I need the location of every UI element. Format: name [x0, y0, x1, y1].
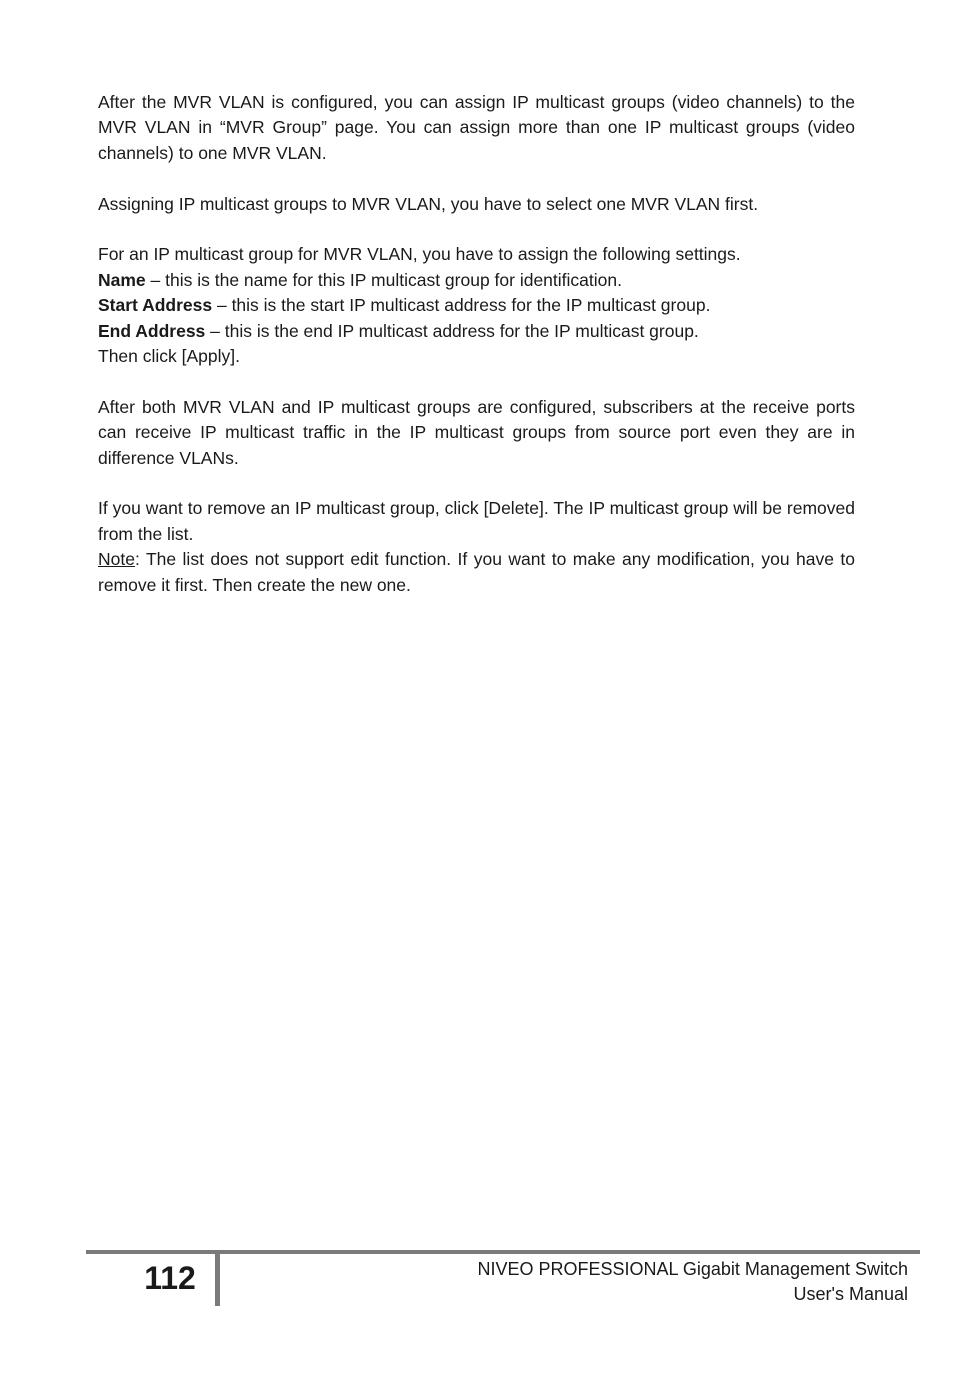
paragraph-select-vlan: Assigning IP multicast groups to MVR VLAN, you have to select one MVR VLAN first. — [98, 193, 759, 214]
setting-end-term: End Address — [98, 320, 206, 341]
setting-name — [98, 268, 855, 293]
setting-end-address — [98, 319, 855, 344]
setting-end-desc: – this is the end IP multicast address for the IP multicast group. — [205, 320, 699, 341]
setting-start-desc: – this is the start IP multicast address for the IP multicast group. — [212, 295, 711, 316]
setting-start-term: Start Address — [98, 295, 213, 316]
paragraph-delete: If you want to remove an IP multicast group, click [Delete]. The IP multicast group will be removed from the list. — [98, 498, 855, 544]
setting-start-address — [98, 293, 855, 318]
settings-list — [98, 242, 855, 369]
footer-title-line1: NIVEO PROFESSIONAL Gigabit Management Switch — [477, 1259, 908, 1279]
page-number: 112 — [144, 1260, 196, 1296]
settings-intro: For an IP multicast group for MVR VLAN, you have to assign the following settings. — [98, 244, 741, 265]
setting-name-desc: – this is the name for this IP multicast group for identification. — [145, 269, 622, 290]
footer-manual-title — [478, 1257, 909, 1307]
setting-name-term: Name — [98, 269, 146, 290]
page-body — [98, 90, 855, 598]
paragraph-mvr-group-intro: After the MVR VLAN is configured, you can assign IP multicast groups (video channels) to the MVR VLAN in “MVR Group” page. You can assign more than one IP multicast groups (video channels) to one MVR VLAN. — [98, 92, 855, 163]
note-paragraph — [98, 547, 855, 598]
paragraph-subscribers: After both MVR VLAN and IP multicast groups are configured, subscribers at the receive ports can receive IP multicast traffic in the IP multicast groups from source port even they are in difference VLANs. — [98, 396, 855, 468]
footer-vertical-divider — [215, 1250, 220, 1306]
apply-instruction: Then click [Apply]. — [98, 346, 240, 367]
note-text: : The list does not support edit function. If you want to make any modification, you have to remove it first. Then create the new one. — [98, 549, 855, 595]
footer-divider — [86, 1250, 920, 1254]
note-label: Note — [98, 549, 135, 570]
footer-title-line2: User's Manual — [793, 1284, 908, 1304]
